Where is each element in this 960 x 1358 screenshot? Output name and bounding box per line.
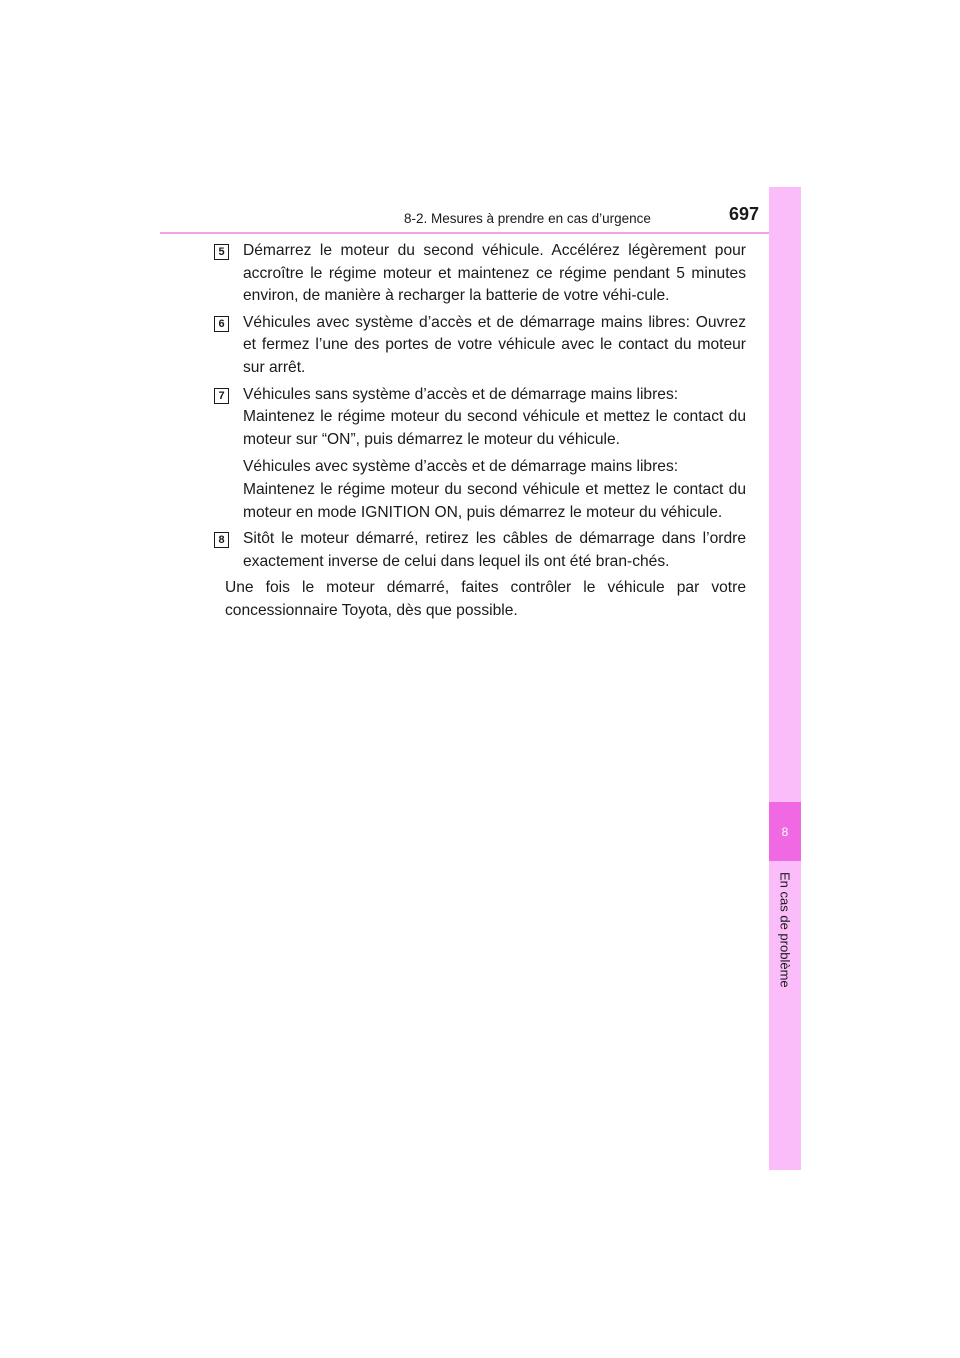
step-text: Véhicules sans système d’accès et de démarrage mains libres: bbox=[243, 385, 679, 403]
chapter-title-text: En cas de problème bbox=[777, 872, 793, 988]
closing-note bbox=[214, 577, 746, 622]
step-number-badge: 6 bbox=[214, 316, 229, 332]
step-6 bbox=[214, 312, 746, 380]
page-number: 697 bbox=[729, 204, 760, 224]
step-text: Sitôt le moteur démarré, retirez les câbles de démarrage dans l’ordre exactement inverse de celui dans lequel ils ont été bran-chés. bbox=[243, 530, 746, 570]
step-5 bbox=[214, 240, 746, 308]
step-text: Maintenez le régime moteur du second véhicule et mettez le contact du moteur sur “ON”, puis démarrez le moteur du véhicule. bbox=[243, 408, 746, 448]
step-7 bbox=[214, 384, 746, 525]
step-number-badge: 5 bbox=[214, 244, 229, 260]
section-title: 8-2. Mesures à prendre en cas d’urgence bbox=[404, 211, 651, 226]
header-divider bbox=[160, 232, 800, 234]
step-text: Démarrez le moteur du second véhicule. Accélérez légèrement pour accroître le régime moteur et maintenez ce régime pendant 5 minutes environ, de manière à recharger la batterie de votre véhi-cule. bbox=[243, 242, 746, 305]
chapter-number-tab: 8 bbox=[769, 802, 801, 861]
step-number-badge: 7 bbox=[214, 388, 229, 404]
step-text: Maintenez le régime moteur du second véhicule et mettez le contact du moteur en mode IGNITION ON, puis démarrez le moteur du véhicule. bbox=[243, 480, 746, 521]
step-text: Véhicules avec système d’accès et de démarrage mains libres: bbox=[243, 458, 679, 476]
step-8 bbox=[214, 528, 746, 573]
step-text: Véhicules avec système d’accès et de démarrage mains libres: Ouvrez et fermez l’une des portes de votre véhicule avec le contact du moteur sur arrêt. bbox=[243, 313, 746, 376]
step-number-badge: 8 bbox=[214, 532, 229, 548]
chapter-side-tab bbox=[769, 187, 801, 1170]
page-content bbox=[214, 240, 746, 623]
closing-note-text: Une fois le moteur démarré, faites contrôler le véhicule par votre concessionnaire Toyota, dès que possible. bbox=[225, 579, 746, 619]
